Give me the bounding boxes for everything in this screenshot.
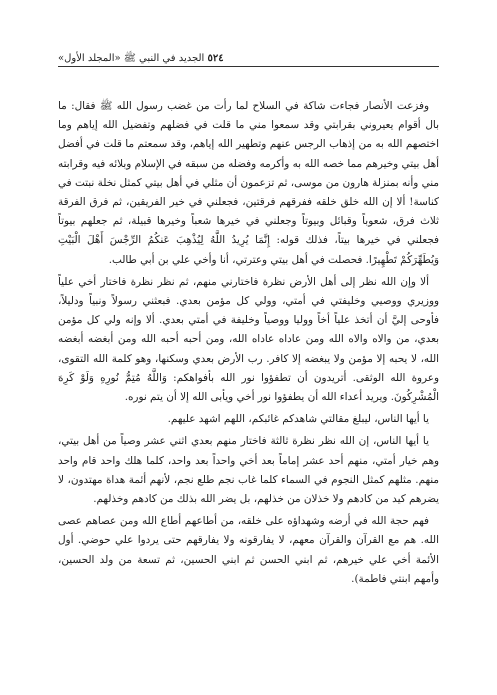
header-divider (58, 66, 439, 67)
page-body (58, 97, 439, 665)
paragraph: يا أيها الناس، ليبلغ مقالتي شاهدكم غائبكم، اللهم اشهد عليهم. (167, 413, 429, 426)
running-title-text: الجديد في النبي ﷺ «المجلد الأول» (58, 53, 205, 64)
paragraph: فهم حجة الله في أرضه وشهداؤه على خلقه، من أطاعهم أطاع الله ومن عصاهم عصى الله. هم مع القرآن والقرآن معهم، لا يفارقونه ولا يفارقهم حتى يردوا علي حوضي. أول الأئمة أخي علي خيرهم، ثم ابني الحسن ثم ابني الحسين، ثم تسعة من ولد الحسين، وأمهم ابنتي فاطمة). (58, 515, 439, 585)
paragraph: وفزعت الأنصار فجاءت شاكة في السلاح لما رأت من غضب رسول الله ﷺ فقال: ما بال أقوام يعيروني بقرابتي وقد سمعوا مني ما قلت في فضلهم وتفضيل الله إياهم وما اختصهم الله به من إذهاب الرجس عنهم وتطهير الله إياهم، وقد سمعتم ما قلت في أفضل أهل بيتي وخيرهم مما خصه الله به وأكرمه وفضله من سبقه في الإسلام وبلائه فيه وقرابته مني وأنه بمنزلة هارون من موسى، ثم تزعمون أن مثلي في أهل بيتي كمثل نخلة نبتت في كناسة! ألا إن الله خلق خلقه ففرقهم فرقتين، فجعلني في خير الفريقين، ثم فرق الفرقة ثلاث فرق، شعوباً وقبائل وبيوتاً وجعلني في خيرها شعباً وخيرها قبيلة، ثم جعلهم بيوتاً فجعلني في خيرها بيتاً، فذلك قوله: إِنَّمَا يُرِيدُ اللَّهُ لِيُذْهِبَ عَنكُمُ الرِّجْسَ أَهْلَ الْبَيْتِ وَيُطَهِّرَكُمْ تَطْهِيرًا. فحصلت في أهل بيتي وعترتي، أنا وأخي علي بن أبي طالب. (58, 100, 439, 266)
page-header (58, 46, 439, 64)
running-title (58, 54, 232, 64)
paragraph: ألا وإن الله نظر إلى أهل الأرض نظرة فاختارني منهم، ثم نظر نظرة فاختار أخي علياً ووزيري ووصيي وخليفتي في أمتي، وولي كل مؤمن بعدي. فبعثني رسولاً ونبياً ودليلاً، فأوحى إليَّ أن أتخذ علياً أخاً ووليا ووصياً وخليفة في أمتي بعدي. ألا وإنه ولي كل مؤمن بعدي، من والاه والاه الله ومن عاداه عاداه الله، ومن أحبه أحبه الله ومن أبغضه أبغضه الله، لا يحبه إلا مؤمن ولا يبغضه إلا كافر. رب الأرض بعدي وسكنها، وهو كلمة الله التقوى، وعروة الله الوثقى. أتريدون أن تطفؤوا نور الله بأفواهكم: وَاللَّهُ مُتِمُّ نُورِهِ وَلَوْ كَرِهَ الْمُشْرِكُونَ. ويريد أعداء الله أن يطفؤوا نور أخي ويأبى الله إلا أن يتم نوره. (58, 275, 439, 404)
paragraph: يا أيها الناس، إن الله نظر نظرة ثالثة فاختار منهم بعدي اثني عشر وصياً من أهل بيتي، وهم خيار أمتي، منهم أحد عشر إماماً بعد أخي واحداً بعد واحد، كلما هلك واحد قام واحد منهم. مثلهم كمثل النجوم في السماء كلما غاب نجم طلع نجم، لأنهم أئمة هداة مهتدون، لا يضرهم كيد من كادهم ولا خذلان من خذلهم، بل يضر الله بذلك من كادهم وخذلهم. (58, 435, 439, 506)
page-number: ٥٢٤ (207, 53, 224, 64)
